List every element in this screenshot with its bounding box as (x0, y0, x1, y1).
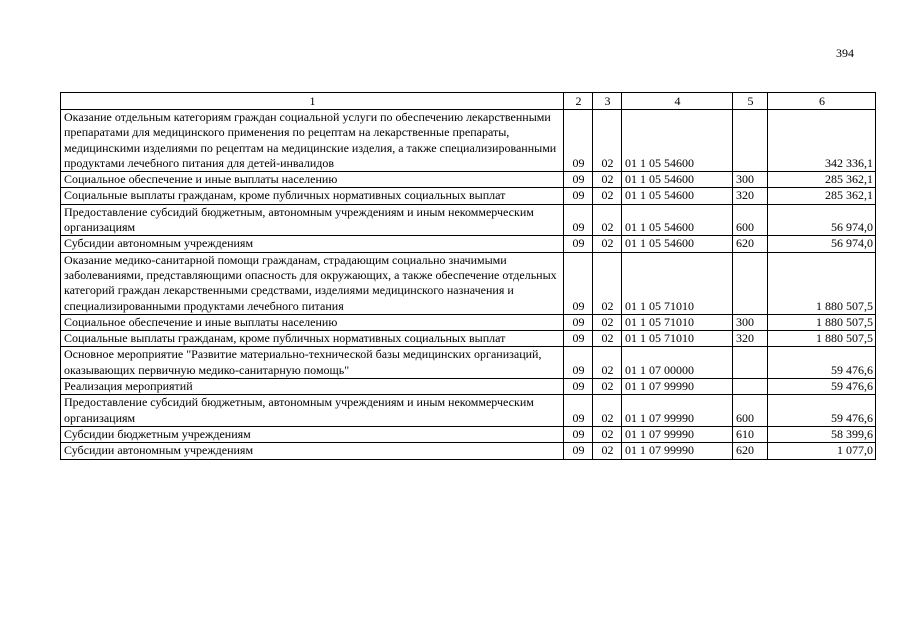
row-amount: 59 476,6 (768, 395, 876, 427)
row-amount: 1 880 507,5 (768, 314, 876, 330)
row-amount: 58 399,6 (768, 426, 876, 442)
row-expense-type: 610 (733, 426, 768, 442)
header-col-2: 2 (564, 93, 593, 110)
table-row (61, 426, 876, 442)
row-section: 09 (564, 347, 593, 379)
row-section: 09 (564, 331, 593, 347)
row-section: 09 (564, 110, 593, 172)
header-col-6: 6 (768, 93, 876, 110)
row-amount: 342 336,1 (768, 110, 876, 172)
row-name: Оказание отдельным категориям граждан социальной услуги по обеспечению лекарственными препаратами для медицинского применения по рецептам на лекарственные препараты, медицинскими изделиями по рецептам на медицинские изделия, а также специализированными продуктами лечебного питания для детей-инвалидов (61, 110, 564, 172)
table-row (61, 331, 876, 347)
table-row (61, 443, 876, 459)
table-row (61, 236, 876, 252)
row-expense-type (733, 252, 768, 314)
row-subsection: 02 (593, 443, 622, 459)
row-name: Субсидии бюджетным учреждениям (61, 426, 564, 442)
row-name: Субсидии автономным учреждениям (61, 443, 564, 459)
table-row (61, 110, 876, 172)
table-row (61, 204, 876, 236)
row-section: 09 (564, 443, 593, 459)
table-row (61, 395, 876, 427)
row-target-code: 01 1 05 71010 (622, 252, 733, 314)
row-target-code: 01 1 07 99990 (622, 379, 733, 395)
row-target-code: 01 1 05 54600 (622, 110, 733, 172)
row-section: 09 (564, 426, 593, 442)
row-target-code: 01 1 05 54600 (622, 172, 733, 188)
row-section: 09 (564, 314, 593, 330)
row-name: Социальное обеспечение и иные выплаты населению (61, 314, 564, 330)
row-expense-type: 620 (733, 236, 768, 252)
row-expense-type: 600 (733, 204, 768, 236)
row-amount: 1 880 507,5 (768, 252, 876, 314)
row-expense-type: 620 (733, 443, 768, 459)
header-col-3: 3 (593, 93, 622, 110)
row-amount: 285 362,1 (768, 172, 876, 188)
row-amount: 1 880 507,5 (768, 331, 876, 347)
row-name: Реализация мероприятий (61, 379, 564, 395)
row-section: 09 (564, 395, 593, 427)
row-expense-type (733, 379, 768, 395)
row-expense-type: 300 (733, 314, 768, 330)
row-subsection: 02 (593, 314, 622, 330)
row-name: Предоставление субсидий бюджетным, автономным учреждениям и иным некоммерческим организациям (61, 395, 564, 427)
row-name: Предоставление субсидий бюджетным, автономным учреждениям и иным некоммерческим организациям (61, 204, 564, 236)
row-section: 09 (564, 236, 593, 252)
row-section: 09 (564, 204, 593, 236)
row-name: Социальные выплаты гражданам, кроме публичных нормативных социальных выплат (61, 331, 564, 347)
row-section: 09 (564, 172, 593, 188)
row-amount: 1 077,0 (768, 443, 876, 459)
header-col-4: 4 (622, 93, 733, 110)
table-row (61, 379, 876, 395)
table-row (61, 188, 876, 204)
row-amount: 56 974,0 (768, 236, 876, 252)
row-amount: 56 974,0 (768, 204, 876, 236)
row-subsection: 02 (593, 110, 622, 172)
row-subsection: 02 (593, 395, 622, 427)
table-row (61, 347, 876, 379)
row-target-code: 01 1 05 71010 (622, 331, 733, 347)
row-target-code: 01 1 05 71010 (622, 314, 733, 330)
row-expense-type (733, 110, 768, 172)
header-col-1: 1 (61, 93, 564, 110)
row-subsection: 02 (593, 204, 622, 236)
row-target-code: 01 1 07 00000 (622, 347, 733, 379)
row-amount: 285 362,1 (768, 188, 876, 204)
row-name: Социальные выплаты гражданам, кроме публичных нормативных социальных выплат (61, 188, 564, 204)
row-expense-type: 320 (733, 331, 768, 347)
table-row (61, 314, 876, 330)
row-subsection: 02 (593, 426, 622, 442)
row-section: 09 (564, 252, 593, 314)
row-amount: 59 476,6 (768, 379, 876, 395)
row-section: 09 (564, 379, 593, 395)
row-subsection: 02 (593, 236, 622, 252)
row-target-code: 01 1 07 99990 (622, 426, 733, 442)
row-section: 09 (564, 188, 593, 204)
row-expense-type: 600 (733, 395, 768, 427)
row-expense-type: 320 (733, 188, 768, 204)
row-name: Основное мероприятие "Развитие материально-технической базы медицинских организаций, оказывающих первичную медико-санитарную помощь" (61, 347, 564, 379)
row-name: Оказание медико-санитарной помощи гражданам, страдающим социально значимыми заболеваниями, представляющими опасность для окружающих, а также обеспечение отдельных категорий граждан лекарственными средствами, изделиями медицинского назначения и специализированными продуктами лечебного питания (61, 252, 564, 314)
row-target-code: 01 1 05 54600 (622, 236, 733, 252)
header-col-5: 5 (733, 93, 768, 110)
row-expense-type (733, 347, 768, 379)
row-target-code: 01 1 07 99990 (622, 443, 733, 459)
row-subsection: 02 (593, 188, 622, 204)
row-target-code: 01 1 05 54600 (622, 188, 733, 204)
table-row (61, 172, 876, 188)
header-row (61, 93, 876, 110)
row-subsection: 02 (593, 347, 622, 379)
row-subsection: 02 (593, 379, 622, 395)
row-subsection: 02 (593, 252, 622, 314)
row-expense-type: 300 (733, 172, 768, 188)
row-name: Субсидии автономным учреждениям (61, 236, 564, 252)
row-target-code: 01 1 07 99990 (622, 395, 733, 427)
page-number: 394 (836, 46, 854, 60)
row-name: Социальное обеспечение и иные выплаты населению (61, 172, 564, 188)
table-row (61, 252, 876, 314)
budget-table (60, 92, 876, 460)
row-subsection: 02 (593, 331, 622, 347)
row-target-code: 01 1 05 54600 (622, 204, 733, 236)
row-amount: 59 476,6 (768, 347, 876, 379)
row-subsection: 02 (593, 172, 622, 188)
